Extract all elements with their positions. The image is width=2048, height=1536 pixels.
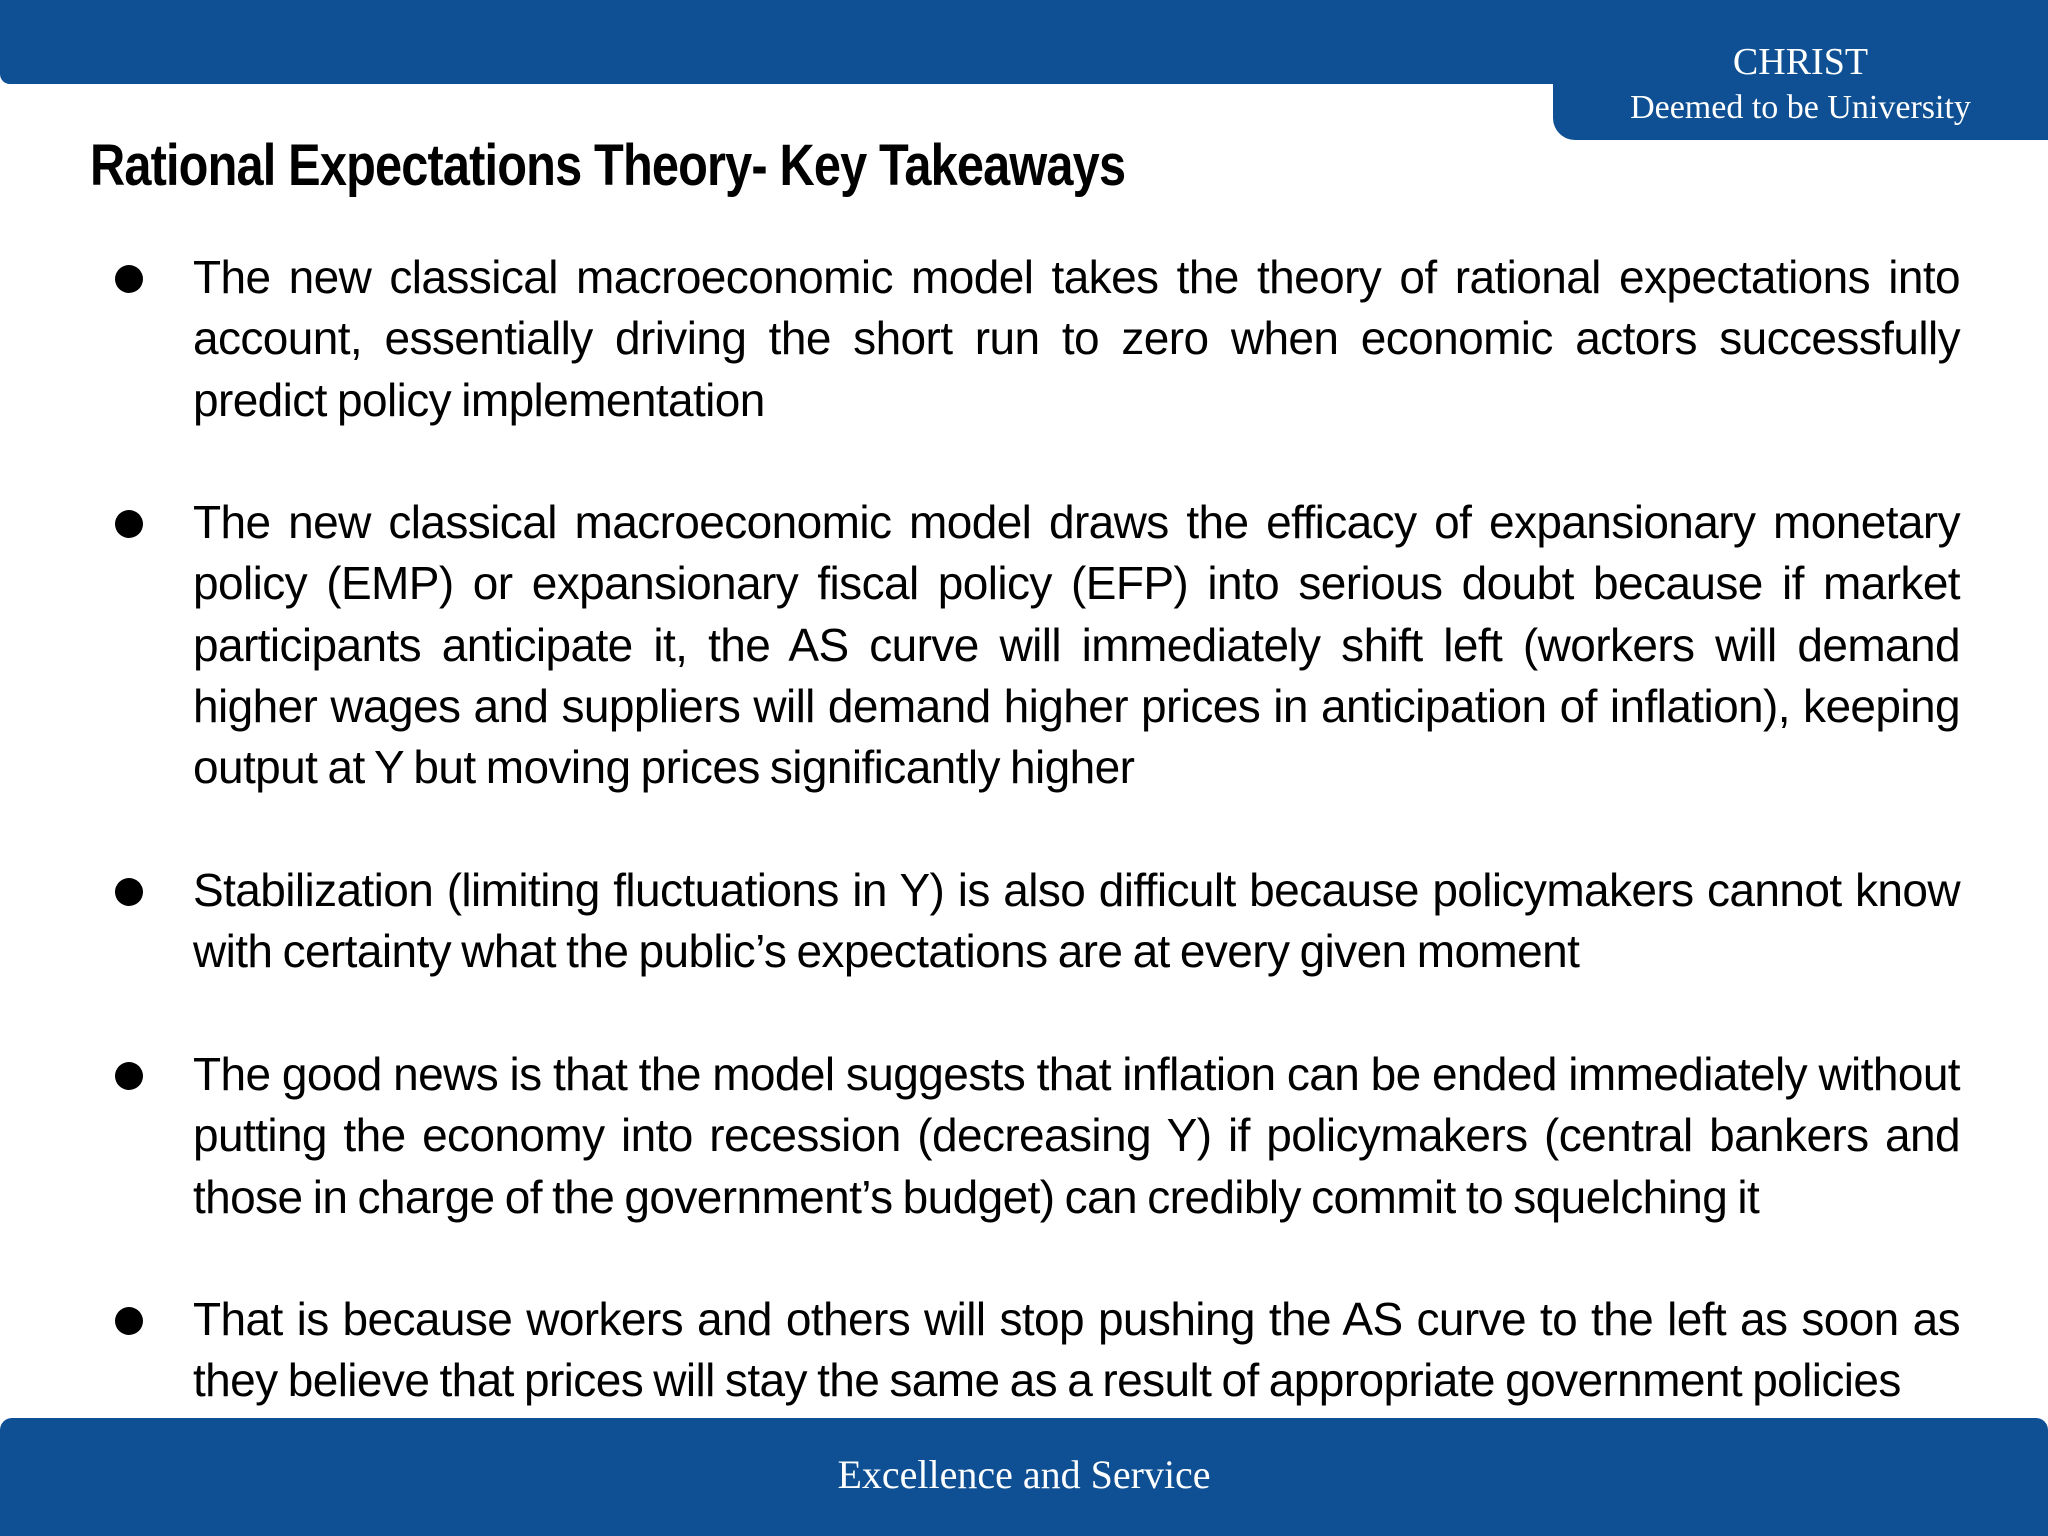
bullet-icon <box>115 878 143 906</box>
bullet-icon <box>115 510 143 538</box>
bullet-icon <box>115 265 143 293</box>
bullet-text: The new classical macroeconomic model draws the efficacy of expansionary monetary policy (EMP) or expansionary fiscal policy (EFP) into serious doubt because if market participants anticipate it, the AS curve will immediately shift left (workers will demand higher wages and suppliers will demand higher prices in anticipation of inflation), keeping output at Y but moving prices significantly higher <box>193 496 1960 794</box>
bullet-text: That is because workers and others will stop pushing the AS curve to the left as soon as they believe that prices will stay the same as a result of appropriate government policies <box>193 1293 1960 1407</box>
brand-name: CHRIST <box>1732 41 1869 83</box>
bullet-text: The good news is that the model suggests that inflation can be ended immediately without putting the economy into recession (decreasing Y) if policymakers (central bankers and those in charge of the government’s budget) can credibly commit to squelching it <box>193 1048 1960 1223</box>
slide-title: Rational Expectations Theory- Key Takeaways <box>90 133 1126 198</box>
bullet-text: The new classical macroeconomic model takes the theory of rational expectations into account, essentially driving the short run to zero when economic actors successfully predict policy implementation <box>193 251 1960 426</box>
brand-subtitle: Deemed to be University <box>1630 89 1971 126</box>
bullet-icon <box>115 1062 143 1090</box>
footer-motto: Excellence and Service <box>837 1452 1211 1497</box>
bullet-icon <box>115 1307 143 1335</box>
bullet-text: Stabilization (limiting fluctuations in Y) is also difficult because policymakers cannot know with certainty what the public’s expectations are at every given moment <box>193 864 1960 978</box>
